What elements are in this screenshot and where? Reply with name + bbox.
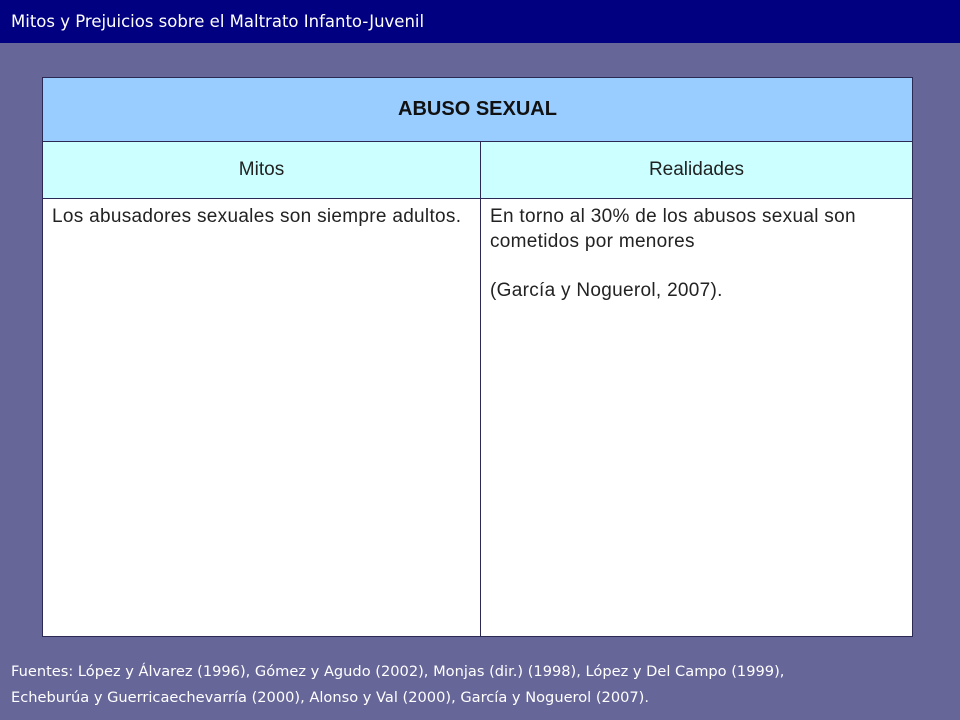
reality-citation: (García y Noguerol, 2007).: [490, 280, 723, 301]
table-heading-label: ABUSO SEXUAL: [398, 98, 557, 120]
table-heading: [43, 78, 912, 142]
sources-line-1: Fuentes: López y Álvarez (1996), Gómez y Agudo (2002), Monjas (dir.) (1998), López y Del Campo (1999),: [11, 663, 785, 680]
slide-title: Mitos y Prejuicios sobre el Maltrato Infanto-Juvenil: [11, 12, 425, 31]
column-divider: [480, 142, 481, 636]
reality-cell: [490, 204, 904, 303]
header-bar: [0, 0, 960, 43]
column-header-mitos: Mitos: [43, 142, 480, 199]
sources-footer: [11, 659, 956, 711]
myth-text: Los abusadores sexuales son siempre adultos.: [52, 206, 462, 227]
column-header-realidades: Realidades: [481, 142, 912, 199]
sources-line-2: Echeburúa y Guerricaechevarría (2000), Alonso y Val (2000), García y Noguerol (2007).: [11, 689, 650, 706]
myth-cell: [52, 204, 467, 229]
reality-text: En torno al 30% de los abusos sexual son cometidos por menores: [490, 206, 856, 252]
myths-table: [42, 77, 913, 637]
